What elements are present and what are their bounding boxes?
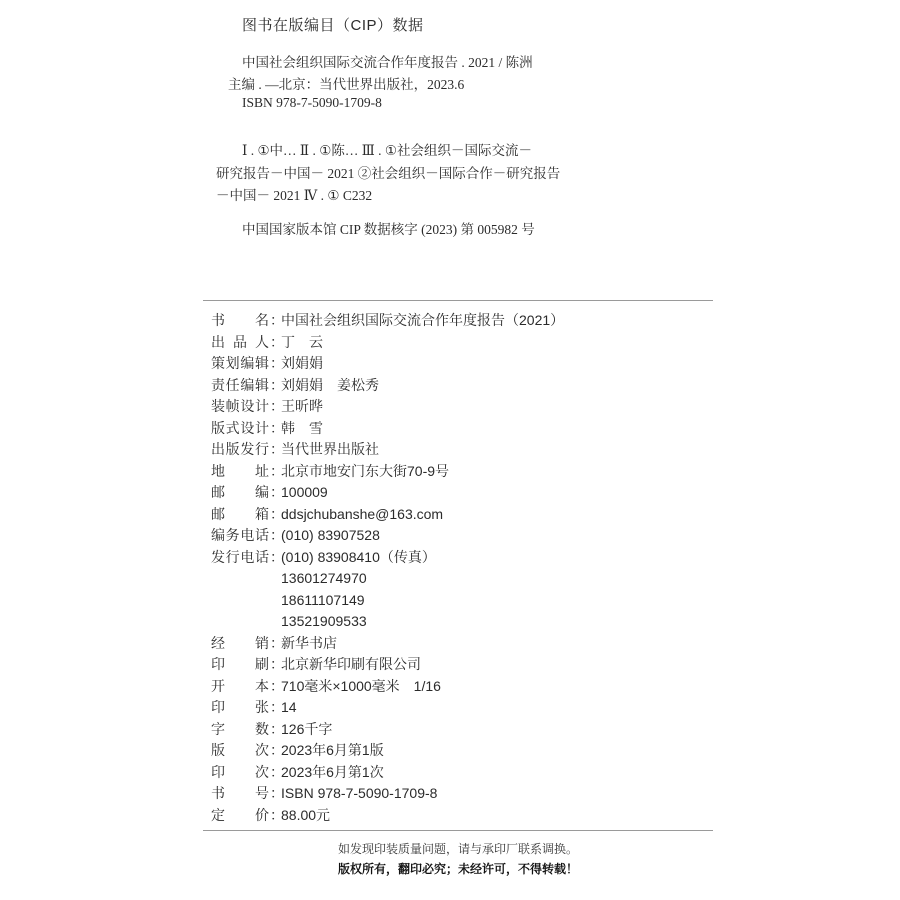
credit-value: 18611107149	[281, 591, 365, 608]
label-colon: ：	[270, 505, 284, 522]
label-colon: ：	[270, 785, 284, 801]
credit-value: 126千字	[281, 720, 333, 737]
label-colon: ：	[270, 441, 284, 457]
label-colon: ：	[270, 398, 284, 414]
quality-notice: 如发现印装质量问题，请与承印厂联系调换。	[337, 842, 578, 856]
credit-value: (010) 83907528	[281, 527, 380, 543]
label-colon: ：	[270, 333, 284, 350]
credit-value: (010) 83908410（传真）	[281, 548, 436, 565]
credit-value: 710毫米×1000毫米 1/16	[281, 677, 441, 694]
credit-value: 新华书店	[281, 634, 337, 651]
cip-line: －中国－ 2021 Ⅳ . ① C232	[216, 188, 373, 203]
credit-value: 刘娟娟	[281, 355, 323, 371]
label-colon: ：	[270, 376, 284, 393]
cip-line: ISBN 978-7-5090-1709-8	[242, 95, 382, 110]
cip-line: 研究报告－中国－ 2021 ②社会组织－国际合作－研究报告	[216, 166, 561, 181]
credit-value: 100009	[281, 484, 328, 500]
credit-label: 字 数	[211, 720, 269, 737]
credit-value: 2023年6月第1版	[281, 742, 384, 758]
credit-label: 邮 编	[211, 484, 269, 500]
credit-value: 韩 雪	[281, 419, 323, 436]
credit-label: 印 刷	[211, 656, 269, 672]
credit-value: 当代世界出版社	[281, 441, 379, 457]
cip-line: Ⅰ . ①中… Ⅱ . ①陈… Ⅲ . ①社会组织－国际交流－	[242, 143, 532, 158]
credit-value: 中国社会组织国际交流合作年度报告（2021）	[281, 312, 565, 328]
cip-line: 主编 . —北京：当代世界出版社，2023.6	[228, 77, 465, 92]
credit-value: 2023年6月第1次	[281, 763, 384, 780]
credit-label: 版 式 设 计	[211, 419, 269, 436]
credit-value: 13521909533	[281, 613, 367, 629]
credit-label: 出 品 人	[211, 333, 269, 350]
credit-value: 丁 云	[281, 333, 323, 350]
label-colon: ：	[270, 419, 284, 436]
copyright-notice: 版权所有，翻印必究；未经许可，不得转载！	[337, 862, 578, 876]
label-colon: ：	[270, 548, 284, 565]
label-colon: ：	[270, 742, 284, 758]
credit-label: 编 务 电 话	[211, 527, 269, 543]
label-colon: ：	[270, 677, 284, 694]
label-colon: ：	[270, 763, 284, 780]
label-colon: ：	[270, 527, 284, 543]
credit-label: 出 版 发 行	[211, 441, 269, 457]
credit-label: 发 行 电 话	[211, 548, 269, 565]
label-colon: ：	[270, 699, 284, 715]
credit-label: 定 价	[211, 806, 269, 823]
cip-line: 中国国家版本馆 CIP 数据核字 (2023) 第 005982 号	[242, 222, 535, 237]
credit-value: 北京新华印刷有限公司	[281, 656, 421, 672]
credit-label: 印 次	[211, 763, 269, 780]
credit-label: 邮 箱	[211, 505, 269, 522]
credit-label: 责 任 编 辑	[211, 376, 269, 393]
credit-value: 王昕晔	[281, 398, 323, 414]
label-colon: ：	[270, 806, 284, 823]
credit-label: 印 张	[211, 699, 269, 715]
credit-value: ddsjchubanshe@163.com	[281, 505, 444, 522]
label-colon: ：	[270, 720, 284, 737]
credit-value: ISBN 978-7-5090-1709-8	[281, 785, 438, 801]
credit-value: 88.00元	[281, 806, 331, 823]
credit-label: 策 划 编 辑	[211, 355, 269, 371]
label-colon: ：	[270, 462, 284, 479]
credit-label: 装 帧 设 计	[211, 398, 269, 414]
label-colon: ：	[270, 634, 284, 651]
label-colon: ：	[270, 355, 284, 371]
credit-label: 版 次	[211, 742, 269, 758]
credit-label: 地 址	[211, 462, 269, 479]
credit-label: 书 号	[211, 785, 269, 801]
credit-value: 刘娟娟 姜松秀	[281, 376, 379, 393]
credit-value: 13601274970	[281, 570, 367, 586]
credit-value: 北京市地安门东大街70-9号	[281, 462, 450, 479]
credit-label: 开 本	[211, 677, 269, 694]
cip-title: 图书在版编目（CIP）数据	[242, 17, 424, 34]
label-colon: ：	[270, 656, 284, 672]
cip-line: 中国社会组织国际交流合作年度报告 . 2021 / 陈洲	[242, 55, 533, 70]
bottom-divider	[203, 830, 713, 831]
credit-value: 14	[281, 699, 297, 715]
credit-label: 书 名	[211, 312, 269, 328]
label-colon: ：	[270, 484, 284, 500]
label-colon: ：	[270, 312, 284, 328]
credit-label: 经 销	[211, 634, 269, 651]
top-divider	[203, 300, 713, 301]
